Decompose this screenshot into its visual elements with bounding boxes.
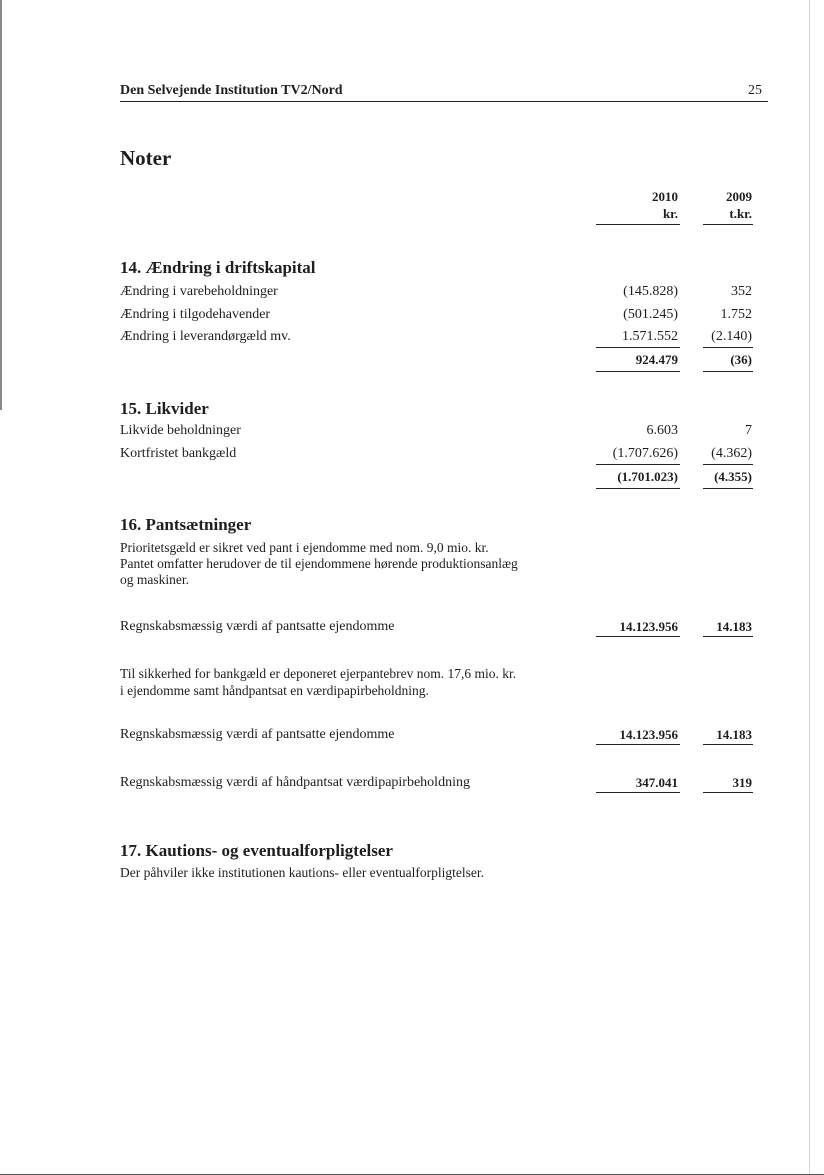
note15-row-v1: (1.707.626) bbox=[612, 446, 678, 461]
note14-total-v2: (36) bbox=[730, 352, 752, 367]
note16-row3-label: Regnskabsmæssig værdi af håndpantsat værdipapirbeholdning bbox=[120, 775, 470, 790]
note17-title: 17. Kautions- og eventualforpligtelser bbox=[120, 841, 393, 860]
note16-row1-v2: 14.183 bbox=[716, 619, 752, 634]
note14-total-v1: 924.479 bbox=[635, 352, 678, 367]
note14-row-v2: (2.140) bbox=[711, 329, 752, 344]
scan-edge-right bbox=[809, 0, 810, 1175]
note16-row3-rule-v1 bbox=[596, 792, 680, 793]
col-year-2010: 2010 bbox=[652, 189, 678, 204]
note16-row2-label: Regnskabsmæssig værdi af pantsatte ejendomme bbox=[120, 727, 395, 742]
note14-total-rule-v1 bbox=[596, 371, 680, 372]
note14-row-label: Ændring i leverandørgæld mv. bbox=[120, 329, 291, 344]
note16-title: 16. Pantsætninger bbox=[120, 515, 252, 534]
note16-para2-line: i ejendomme samt håndpantsat en værdipapirbeholdning. bbox=[120, 683, 429, 698]
note14-row-label: Ændring i tilgodehavender bbox=[120, 307, 271, 322]
note14-total-rule-v2 bbox=[703, 371, 753, 372]
note14-row-v1: 1.571.552 bbox=[622, 329, 678, 344]
page-number: 25 bbox=[748, 83, 762, 98]
note14-title: 14. Ændring i driftskapital bbox=[120, 258, 316, 277]
note16-row1-rule-v1 bbox=[596, 636, 680, 637]
note16-row3-v2: 319 bbox=[732, 775, 752, 790]
note15-title: 15. Likvider bbox=[120, 399, 209, 418]
note16-para1-line: Pantet omfatter herudover de til ejendommene hørende produktionsanlæg bbox=[120, 556, 518, 571]
scan-edge-left bbox=[0, 0, 2, 410]
note15-subtotal-rule-v2 bbox=[703, 464, 753, 465]
note14-subtotal-rule-v1 bbox=[596, 347, 680, 348]
note14-row-label: Ændring i varebeholdninger bbox=[120, 284, 278, 299]
col-year-2009: 2009 bbox=[726, 189, 752, 204]
col-rule-2010 bbox=[596, 224, 680, 225]
note16-row3-v1: 347.041 bbox=[635, 775, 678, 790]
note15-total-v1: (1.701.023) bbox=[617, 469, 678, 484]
note15-row-label: Likvide beholdninger bbox=[120, 423, 241, 438]
col-unit-2009: t.kr. bbox=[729, 206, 752, 221]
note15-row-v1: 6.603 bbox=[646, 423, 678, 438]
note16-row1-rule-v2 bbox=[703, 636, 753, 637]
note14-row-v1: (501.245) bbox=[623, 307, 678, 322]
note14-row-v2: 1.752 bbox=[720, 307, 752, 322]
note15-row-label: Kortfristet bankgæld bbox=[120, 446, 237, 461]
note14-subtotal-rule-v2 bbox=[703, 347, 753, 348]
note16-row1-v1: 14.123.956 bbox=[619, 619, 678, 634]
note15-row-v2: 7 bbox=[745, 423, 752, 438]
note16-row2-v2: 14.183 bbox=[716, 727, 752, 742]
note16-row2-v1: 14.123.956 bbox=[619, 727, 678, 742]
page-title: Noter bbox=[120, 146, 172, 170]
col-unit-2010: kr. bbox=[662, 206, 678, 221]
note17-text: Der påhviler ikke institutionen kautions- eller eventualforpligtelser. bbox=[120, 865, 485, 880]
note15-subtotal-rule-v1 bbox=[596, 464, 680, 465]
note16-para1-line: og maskiner. bbox=[120, 572, 189, 587]
note15-total-rule-v1 bbox=[596, 488, 680, 489]
col-rule-2009 bbox=[703, 224, 753, 225]
note14-row-v1: (145.828) bbox=[623, 284, 678, 299]
note16-row3-rule-v2 bbox=[703, 792, 753, 793]
note16-para2-line: Til sikkerhed for bankgæld er deponeret ejerpantebrev nom. 17,6 mio. kr. bbox=[120, 666, 517, 681]
note14-row-v2: 352 bbox=[731, 284, 752, 299]
note15-row-v2: (4.362) bbox=[711, 446, 752, 461]
note16-row2-rule-v2 bbox=[703, 744, 753, 745]
note16-para1-line: Prioritetsgæld er sikret ved pant i ejendomme med nom. 9,0 mio. kr. bbox=[120, 540, 489, 555]
note15-total-rule-v2 bbox=[703, 488, 753, 489]
header-rule bbox=[120, 101, 768, 102]
note15-total-v2: (4.355) bbox=[714, 469, 752, 484]
note16-row1-label: Regnskabsmæssig værdi af pantsatte ejendomme bbox=[120, 619, 395, 634]
header-org: Den Selvejende Institution TV2/Nord bbox=[120, 83, 343, 98]
note16-row2-rule-v1 bbox=[596, 744, 680, 745]
